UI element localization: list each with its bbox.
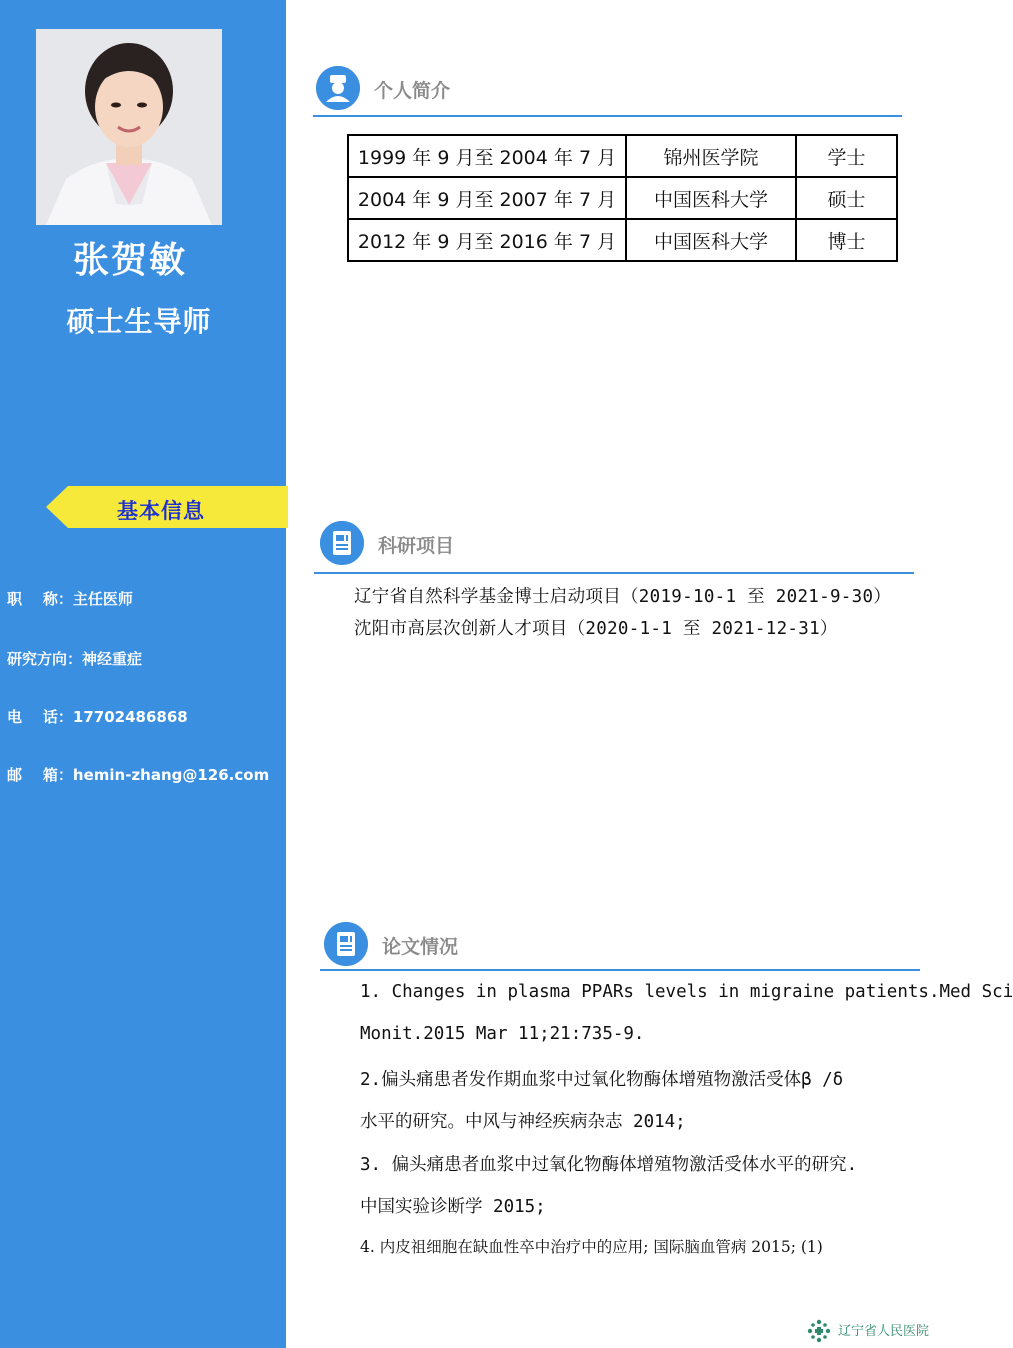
list-item: 辽宁省自然科学基金博士启动项目（2019-10-1 至 2021-9-30）: [354, 587, 892, 607]
info-label: 职 称：: [7, 590, 73, 608]
edu-degree: 硕士: [796, 177, 897, 219]
person-title: 硕士生导师: [66, 305, 212, 338]
section-research-title: 科研项目: [378, 535, 455, 557]
list-item: 1. Changes in plasma PPARs levels in migraine patients.Med Sci: [360, 982, 1013, 1002]
info-label: 研究方向：: [7, 650, 83, 668]
person-name: 张贺敏: [72, 240, 187, 281]
info-value: 主任医师: [72, 590, 133, 608]
info-row-research: [7, 648, 142, 669]
table-row: [348, 219, 897, 261]
edu-period: 1999 年 9 月至 2004 年 7 月: [348, 135, 626, 177]
info-label: 邮 箱：: [7, 766, 73, 784]
list-item: 中国实验诊断学 2015;: [360, 1197, 546, 1217]
section-intro-header: [316, 66, 516, 116]
avatar: [36, 29, 222, 225]
section-papers-divider: [320, 969, 920, 971]
info-label: 电 话：: [7, 708, 73, 726]
info-row-email: [7, 764, 269, 785]
info-row-phone: [7, 706, 188, 727]
info-value: 17702486868: [72, 708, 188, 726]
edu-school: 中国医科大学: [626, 219, 796, 261]
hospital-name: 辽宁省人民医院: [838, 1324, 930, 1339]
list-item: 2.偏头痛患者发作期血浆中过氧化物酶体增殖物激活受体β /δ: [360, 1070, 844, 1090]
edu-degree: 博士: [796, 219, 897, 261]
list-item: Monit.2015 Mar 11;21:735-9.: [360, 1024, 645, 1044]
hospital-logo: [806, 1318, 934, 1344]
edu-period: 2012 年 9 月至 2016 年 7 月: [348, 219, 626, 261]
list-item: 3. 偏头痛患者血浆中过氧化物酶体增殖物激活受体水平的研究.: [360, 1155, 858, 1175]
edu-school: 锦州医学院: [626, 135, 796, 177]
edu-period: 2004 年 9 月至 2007 年 7 月: [348, 177, 626, 219]
basic-info-ribbon: [46, 486, 288, 528]
list-item: 水平的研究。中风与神经疾病杂志 2014;: [360, 1112, 686, 1132]
list-item: 沈阳市高层次创新人才项目（2020-1-1 至 2021-12-31）: [354, 619, 838, 639]
section-intro-title: 个人简介: [374, 80, 451, 102]
nurse-icon: [316, 66, 360, 110]
hospital-emblem-icon: [806, 1318, 832, 1344]
sidebar: [0, 0, 286, 1348]
edu-degree: 学士: [796, 135, 897, 177]
section-research-divider: [314, 572, 914, 574]
info-row-title: [7, 588, 133, 609]
basic-info-heading: 基本信息: [117, 499, 205, 523]
info-value: 神经重症: [82, 650, 143, 668]
table-row: [348, 177, 897, 219]
education-table: [347, 134, 898, 262]
section-intro-divider: [313, 115, 902, 117]
table-row: [348, 135, 897, 177]
document-icon: [324, 922, 368, 966]
section-research-header: [320, 521, 520, 571]
list-item: 4. 内皮祖细胞在缺血性卒中治疗中的应用; 国际脑血管病 2015; (1): [360, 1238, 823, 1256]
info-value: hemin-zhang@126.com: [72, 766, 270, 784]
document-icon: [320, 521, 364, 565]
edu-school: 中国医科大学: [626, 177, 796, 219]
section-papers-title: 论文情况: [382, 936, 459, 958]
section-papers-header: [324, 922, 524, 972]
